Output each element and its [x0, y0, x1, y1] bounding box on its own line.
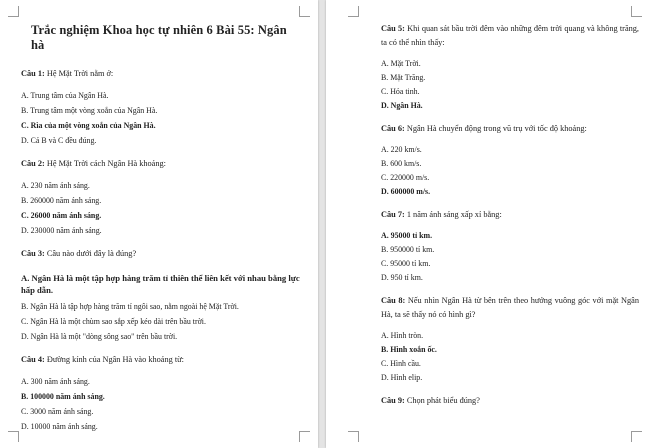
- question-text: [21, 158, 301, 170]
- page-2: [326, 0, 650, 448]
- question-3: [21, 248, 301, 341]
- option-a: A. 300 năm ánh sáng.: [21, 377, 90, 386]
- question-2: [21, 158, 301, 235]
- question-label: Câu 9:: [381, 396, 405, 405]
- question-label: Câu 1:: [21, 69, 45, 78]
- option-c: C. Hỏa tinh.: [381, 87, 420, 96]
- option-a: A. 230 năm ánh sáng.: [21, 181, 90, 190]
- question-4: [21, 354, 301, 431]
- crop-mark: [8, 431, 19, 442]
- option-b: B. 260000 năm ánh sáng.: [21, 196, 102, 205]
- option-c-correct: C. Rìa của một vòng xoắn của Ngân Hà.: [21, 121, 156, 130]
- question-body: Khi quan sát bầu trời đêm vào những đêm trời quang và không trăng, ta có thể nhìn thấy:: [381, 24, 639, 47]
- question-body: Hệ Mặt Trời nằm ở:: [46, 69, 114, 78]
- option-b: B. Mặt Trăng.: [381, 73, 426, 82]
- crop-mark: [8, 6, 19, 17]
- question-text: [381, 22, 639, 50]
- crop-mark: [348, 6, 359, 17]
- question-5: [381, 22, 639, 110]
- crop-mark: [631, 431, 642, 442]
- question-6: [381, 122, 639, 196]
- options-list: [21, 378, 301, 431]
- question-label: Câu 2:: [21, 159, 45, 168]
- crop-mark: [348, 431, 359, 442]
- option-b: B. Ngân Hà là tập hợp hàng trăm tỉ ngôi sao, nằm ngoài hệ Mặt Trời.: [21, 302, 239, 311]
- question-label: Câu 8:: [381, 296, 406, 305]
- question-9: [381, 394, 639, 408]
- option-c: C. Hình cầu.: [381, 359, 421, 368]
- question-text: [21, 354, 301, 366]
- option-a: A. Mặt Trời.: [381, 59, 421, 68]
- question-1: [21, 68, 301, 145]
- question-label: Câu 7:: [381, 210, 405, 219]
- question-body: Đường kính của Ngân Hà vào khoảng từ:: [46, 355, 184, 364]
- option-c: C. 95000 tỉ km.: [381, 259, 431, 268]
- option-a: A. Hình tròn.: [381, 331, 424, 340]
- options-list: [21, 92, 301, 145]
- question-7: [381, 208, 639, 282]
- page-1-content: [21, 23, 301, 444]
- question-body: 1 năm ánh sáng xấp xỉ bằng:: [406, 210, 502, 219]
- option-a-correct: A. 95000 tỉ km.: [381, 231, 433, 240]
- crop-mark: [631, 6, 642, 17]
- option-b-correct: B. 100000 năm ánh sáng.: [21, 392, 105, 401]
- question-text: [381, 122, 639, 136]
- option-d: D. Ngân Hà là một "dòng sông sao" trên bầu trời.: [21, 332, 178, 341]
- page-2-content: [381, 22, 639, 420]
- question-text: [21, 68, 301, 80]
- question-text: [381, 394, 639, 408]
- question-body: Nếu nhìn Ngân Hà từ bên trên theo hướng vuông góc với mặt Ngân Hà, ta sẽ thấy nó có hình gì?: [381, 296, 639, 319]
- question-text: [21, 248, 301, 260]
- options-list: [381, 332, 639, 382]
- options-list: [381, 232, 639, 282]
- option-b: B. Trung tâm một vòng xoắn của Ngân Hà.: [21, 106, 158, 115]
- option-c-correct: C. 26000 năm ánh sáng.: [21, 211, 102, 220]
- question-label: Câu 5:: [381, 24, 405, 33]
- option-d: D. 950 tỉ km.: [381, 273, 423, 282]
- option-d: D. 230000 năm ánh sáng.: [21, 226, 102, 235]
- options-list: [21, 272, 301, 341]
- question-body: Câu nào dưới đây là đúng?: [46, 249, 137, 258]
- question-body: Ngân Hà chuyển động trong vũ trụ với tốc độ khoảng:: [406, 124, 587, 133]
- option-d-correct: D. 600000 m/s.: [381, 187, 431, 196]
- page-1: [0, 0, 318, 448]
- document-title: Trắc nghiệm Khoa học tự nhiên 6 Bài 55: Ngân hà: [31, 23, 287, 52]
- options-list: [381, 146, 639, 196]
- option-c: C. Ngân Hà là một chùm sao sắp xếp kéo dài trên bầu trời.: [21, 317, 206, 326]
- options-list: [381, 60, 639, 110]
- option-a: A. Trung tâm của Ngân Hà.: [21, 91, 109, 100]
- option-d: D. Cả B và C đều đúng.: [21, 136, 97, 145]
- option-d-correct: D. Ngân Hà.: [381, 101, 423, 110]
- option-a-correct: A. Ngân Hà là một tập hợp hàng trăm tỉ thiên thể liên kết với nhau bằng lực hấp dẫn.: [21, 273, 300, 295]
- question-8: [381, 294, 639, 382]
- question-label: Câu 3:: [21, 249, 45, 258]
- question-text: [381, 208, 639, 222]
- question-label: Câu 6:: [381, 124, 405, 133]
- option-d: D. Hình elip.: [381, 373, 423, 382]
- option-b: B. 950000 tỉ km.: [381, 245, 435, 254]
- option-b-correct: B. Hình xoắn ốc.: [381, 345, 437, 354]
- option-a: A. 220 km/s.: [381, 145, 422, 154]
- question-body: Chọn phát biểu đúng?: [406, 396, 480, 405]
- question-body: Hệ Mặt Trời cách Ngân Hà khoảng:: [46, 159, 166, 168]
- option-c: C. 3000 năm ánh sáng.: [21, 407, 94, 416]
- crop-mark: [299, 6, 310, 17]
- option-c: C. 220000 m/s.: [381, 173, 430, 182]
- question-label: Câu 4:: [21, 355, 45, 364]
- options-list: [21, 182, 301, 235]
- question-text: [381, 294, 639, 322]
- option-b: B. 600 km/s.: [381, 159, 422, 168]
- option-d: D. 10000 năm ánh sáng.: [21, 422, 98, 431]
